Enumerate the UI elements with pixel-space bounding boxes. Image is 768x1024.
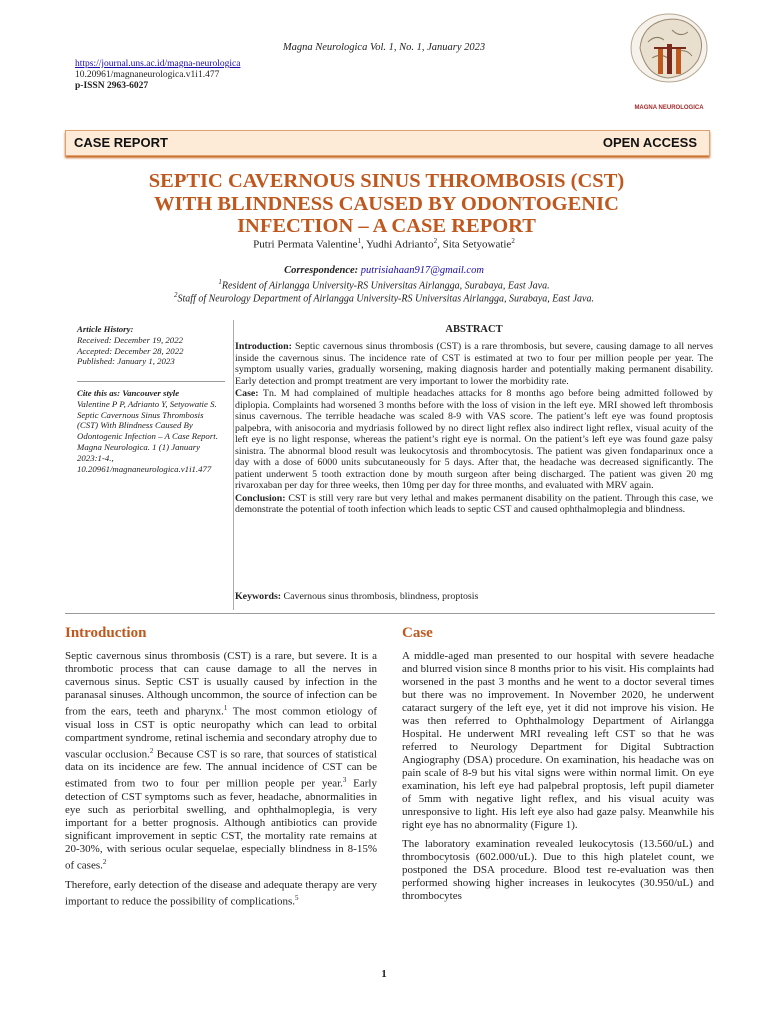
title-line: INFECTION – A CASE REPORT <box>237 215 536 237</box>
article-history <box>77 324 225 367</box>
ref-sup: 2 <box>149 746 154 755</box>
ref-sup: 2 <box>102 857 107 866</box>
intro-text: Septic cavernous sinus thrombosis (CST) is a rare thrombosis, but severe, causing damage to all nerves inside the cavernous sinus. The incidence rate of CST is estimated at two to four per million people per year. The symptom usually varies, gradually worsening, making diagnosis harder and potentially making permanent disability. Early detection and prompt treatment are very important to lower the morbidity rate. <box>235 341 713 387</box>
intro-heading: Introduction <box>65 625 147 641</box>
author-name: Sita Setyowatie <box>442 238 512 251</box>
abstract-body <box>235 341 713 517</box>
journal-logo <box>628 8 710 111</box>
intro-paragraph <box>65 650 377 873</box>
title-line: WITH BLINDNESS CAUSED BY ODONTOGENIC <box>154 192 619 215</box>
divider <box>65 613 715 614</box>
published-date: Published: January 1, 2023 <box>77 356 175 367</box>
keywords-text: Cavernous sinus thrombosis, blindness, proptosis <box>281 591 479 602</box>
abstract-intro <box>235 341 713 387</box>
authors: Putri Permata Valentine$^1$, Yudhi Adrianto$^2$, Sita Setyowatie$^2$ <box>253 237 515 251</box>
author-sup: 2 <box>433 237 438 245</box>
divider <box>77 381 225 382</box>
pissn: p-ISSN 2963-6027 <box>75 81 149 91</box>
correspondence <box>0 265 768 276</box>
abstract-title: ABSTRACT <box>445 324 503 335</box>
cite-label: Cite this as: Vancouver style <box>77 388 180 398</box>
conclusion-text: CST is still very rare but very lethal and makes permanent disability on the patient. Through this case, we demonstrate the potential of tooth infection which leads to septic CST and caused ophthalmoplegia and blindness. <box>235 492 713 515</box>
author-sup: 2 <box>511 237 515 245</box>
affiliation <box>0 291 768 304</box>
doi: 10.20961/magnaneurologica.v1i1.477 <box>75 70 220 80</box>
intro-label: Introduction: <box>235 341 292 352</box>
case-heading: Case <box>402 625 433 641</box>
article-type-bar <box>65 130 710 156</box>
journal-url-link[interactable]: https://journal.uns.ac.id/magna-neurologica <box>75 59 241 69</box>
text-span: Septic cavernous sinus thrombosis (CST) is a rare, but severe. It is a thrombotic process that can cause damage to all the nerves in cavernous sinus. Septic CST is usually caused by infection in the paranasal sinuses. Although uncommon, the source of infection can be from the ears, teeth and pharynx. <box>65 650 377 718</box>
case-paragraph: The laboratory examination revealed leukocytosis (13.560/uL) and thrombocytosis (602.000/uL). Due to this high platelet count, we postponed the DSA procedure. Blood test re-evaluation was then performed showing higher increases in leukocytes (30.950/uL) and thrombocytes <box>402 838 714 902</box>
article-title <box>65 170 708 238</box>
case-text: Tn. M had complained of multiple headaches attacks for 8 months ago before being admitted followed by diplopia. Complaints had worsened 3 months before with the loss of vision in the left eye. MRI showed left thrombosis sinus cavernous. The terrible headache was scaled 8-9 with VAS score. The patient’s left eye was found proptosis palpebra, with anisocoria and mydriasis followed by no direct light reflex also indirect light reflex, visual acuity of the left eye is no light response, whereas the patient’s right eye is normal. On the patient’s left eye was found gaze palsy sinistra. The abnormal blood result was leukocytosis and thrombocytosis. The patient was given fondaparinux once a day with a dose of 6000 units subcutaneously for 5 days. After that, the headache was decreased significantly. The patient underwent 5 tooth extraction done by mouth surgeon after being discharged. The patient was given 20 mg rivaroxaban per day for three weeks, then 10mg per day for three months, and evaluated with MRV again. <box>235 388 713 491</box>
author-name: Yudhi Adrianto <box>366 238 434 251</box>
accepted-date: Accepted: December 28, 2022 <box>77 345 184 356</box>
email-link[interactable]: putrisiahaan917@gmail.com <box>360 265 484 276</box>
ref-sup: 1 <box>223 704 228 712</box>
journal-header: Magna Neurologica Vol. 1, No. 1, January 2023 <box>282 42 486 53</box>
keywords-label: Keywords: <box>235 591 282 602</box>
intro-column <box>65 650 377 914</box>
author-name: Putri Permata Valentine <box>253 238 358 251</box>
aff-text: Staff of Neurology Department of Airlangga University-RS Universitas Airlangga, Surabaya, East Java. <box>177 293 594 305</box>
abstract-case <box>235 388 713 492</box>
case-label: Case: <box>235 388 259 399</box>
cite-text: Valentine P P, Adrianto Y, Setyowatie S. Septic Cavernous Sinus Thrombosis (CST) With Blindness Caused By Odontogenic Infection – A Case Report. Magna Neurologica. 1 (1) January 2023:1-4., 10.20961/magnaneurologica.v1i1.477 <box>77 398 218 474</box>
conclusion-label: Conclusion: <box>235 492 286 504</box>
cite-box <box>77 388 225 474</box>
intro-paragraph <box>65 879 377 909</box>
history-label: Article History: <box>77 324 134 334</box>
text-span: The most common etiology of visual loss in CST is optic neuropathy which can lead to orbital compartment syndrome, retinal ischemia and secondary atrophy due to vascular occlusion. <box>65 705 377 761</box>
author-sup: 1 <box>357 237 361 245</box>
aff-sup: 1 <box>218 278 222 286</box>
abstract-conclusion <box>235 493 713 516</box>
case-paragraph: A middle-aged man presented to our hospital with severe headache and blurred vision since 8 months prior to his visit. His complaints had worsened in the past 3 months and he went to a doctor several times but there was no improvement. In November 2020, he underwent cataract surgery of the left eye, yet it did not improve his vision. He was then referred to Ophthalmology Department of Airlangga Hospital. He underwent MRI revealing left CST so that he was referred to Neurology Department for Digital Subtraction Angiography (DSA) procedure. On examination, his headache was on pain scale of 8-9 but his vital signs were within normal limit. On eye examination, his left eye had palpebral proptosis, left pupil diameter of 5mm with negative light reflex, and his visual acuity was unresponsive to light. His left eye also had gaze palsy. Meanwhile his right eye has no abnormality (Figure 1). <box>402 650 714 831</box>
aff-sup: 2 <box>174 291 178 299</box>
ref-sup: 3 <box>342 776 347 785</box>
page-number: 1 <box>381 968 387 980</box>
received-date: Received: December 19, 2022 <box>77 334 184 345</box>
correspondence-label: Correspondence: <box>284 265 359 276</box>
logo-text: MAGNA NEUROLOGICA <box>634 105 704 111</box>
article-meta <box>75 59 240 92</box>
title-line: SEPTIC CAVERNOUS SINUS THROMBOSIS (CST) <box>148 170 625 192</box>
case-report-label: CASE REPORT <box>74 135 168 150</box>
aff-text: Resident of Airlangga University-RS Universitas Airlangga, Surabaya, East Java. <box>221 280 550 292</box>
case-column <box>402 650 714 909</box>
ref-sup: 5 <box>295 893 299 902</box>
text-span: Therefore, early detection of the disease and adequate therapy are very important to reduce the possibility of complications. <box>65 878 377 908</box>
brain-logo-icon <box>628 8 710 100</box>
text-span: Early detection of CST symptoms such as fever, headache, abnormalities in eye such as periorbital swelling, and ophthalmoplegia, is very important for a better prognosis. Although antibiotics can provide significant improvement in septic CST, the mortality rate remains at 20-30%, with serious ocular sequelae, especially blindness in 8-15% of cases. <box>65 777 377 872</box>
keywords <box>235 591 713 602</box>
affiliation <box>0 278 768 291</box>
text-span: Because CST is so rare, that sources of statistical data on its incidence are few. The annual incidence of CST can be estimated from two to four per million people per year. <box>65 748 377 790</box>
open-access-label: OPEN ACCESS <box>602 135 697 150</box>
